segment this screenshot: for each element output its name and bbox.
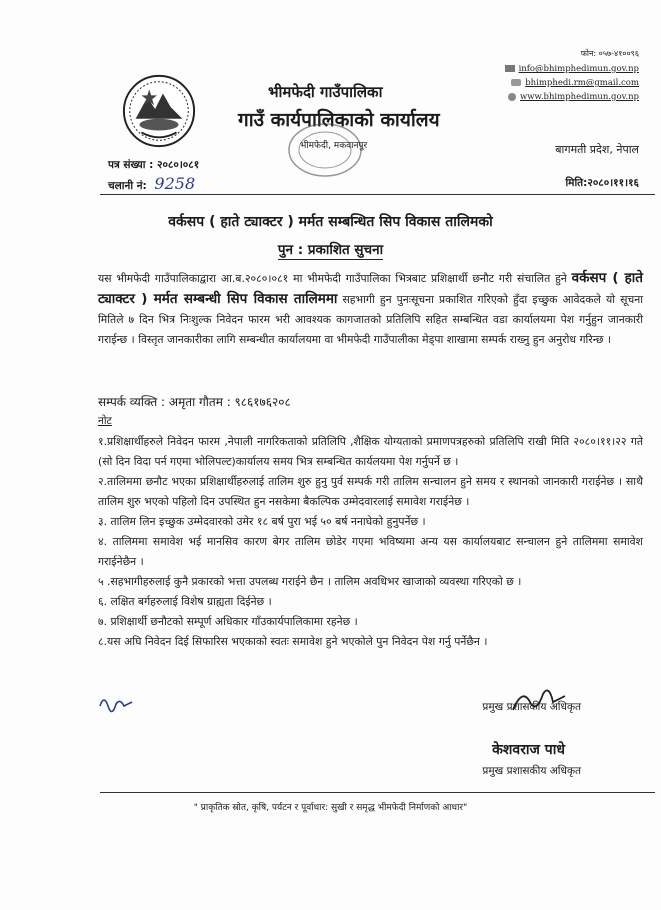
contact-gmail-row	[511, 78, 639, 88]
footer-slogan: " प्राकृतिक स्रोत, कृषि, पर्यटन र पूर्वाधार: सुखी र समृद्ध भीमफेदी निर्माणको आधार"	[193, 803, 468, 813]
note-item: १.प्रशिक्षार्थीहरुले निवेदन फारम ,नेपाली नागरिकताको प्रतिलिपि ,शैक्षिक योग्यताको प्रमाणपत्रहरुको प्रतिलिपि राखी मिति २०८०।११।२२ गते (सो दिन विदा पर्न गएमा भोलिपल्ट)कार्यालय समय भित्र सम्बन्धित कार्यलयमा पेश गर्नुपर्ने छ ।	[98, 435, 643, 468]
intro-emphasis: वर्कसप ( हाते ट्याक्टर ) मर्मत सम्बन्धी सिप विकास तालिममा	[98, 270, 644, 307]
note-item: ५ .सहभागीहरुलाई कुनै प्रकारको भत्ता उपलब्ध गराईने छैन । तालिम अवधिभर खाजाको व्यवस्था गरिएको छ ।	[98, 575, 522, 588]
province: बागमती प्रदेश, नेपाल	[555, 143, 639, 156]
intro-part2: सहभागी हुन पुनःसूचना प्रकाशित गरिएको हुँदा इच्छुक आवेदकले यो सूचना मितिले ७ दिन भित्र निःशुल्क निवेदन फारम भरी आवश्यक कागजातको प्रतिलिपि सहित सम्बन्धित वडा कार्यालयमा पेश गर्नुहुन जानकारी गराईन्छ । विस्तृत जानकारीका लागि सम्बन्धीत कार्यालयमा वा भीमफेदी गाउँपालीका मेड्पा शाखामा सम्पर्क राख्नु हुन अनुरोध गरिन्छ ।	[98, 293, 644, 346]
note-label: नोट	[98, 415, 112, 427]
note-item: ७. प्रशिक्षार्थी छनौटको सम्पूर्ण अधिकार गाँउकार्यपालिकामा रहनेछ ।	[98, 615, 358, 628]
date-label: मिति:	[565, 177, 588, 189]
note-item: ४. तालिममा समावेश भई मानसिव कारण बेगर तालिम छोडेर गएमा भविष्यमा अन्य यस कार्यालयबाट सन्चालन हुने तालिममा समावेश गराईनेछैन ।	[98, 535, 643, 568]
contact-email-row	[505, 64, 639, 74]
footer-divider	[100, 792, 655, 793]
signatory-name: केशवराज पाधे	[492, 742, 565, 758]
notice-heading: वर्कसप ( हाते ट्याक्टर ) मर्मत सम्बन्धित सिप विकास तालिमको	[168, 214, 493, 230]
dispatch-number	[108, 174, 195, 193]
notes-list	[98, 432, 643, 652]
note-item: ६. लक्षित बर्गहरुलाई विशेष ग्राह्यता दिईनेछ ।	[98, 595, 272, 608]
globe-icon	[508, 93, 516, 101]
note-item: ३. तालिम लिन इच्छुक उम्मेदवारको उमेर १८ बर्ष पुरा भई ५० बर्ष ननाघेको हुनुपर्नेछ ।	[98, 515, 426, 528]
office-name: भीमफेदी गाउँपालिका	[268, 83, 383, 101]
contact-gmail[interactable]: bhimphedi.rm@gmail.com	[525, 78, 639, 88]
office-address: भीमफेदी, मकवानपुर	[300, 141, 368, 151]
notice-subheading-text: पुन : प्रकाशित सुचना	[277, 242, 384, 258]
header-divider	[100, 194, 655, 195]
intro-paragraph	[98, 268, 643, 350]
contact-email[interactable]: info@bhimphedimun.gov.np	[518, 64, 639, 74]
note-item: २.तालिममा छनौट भएका प्रशिक्षार्थीहरुलाई तालिम शुरु हुनु पुर्व सम्पर्क गरी तालिम सन्चालन हुने समय र स्थानको जानकारी गराईनेछ । साथै तालिम शुरु भएको पहिलो दिन उपस्थित हुन नसकेमा बैकल्पिक उम्मेदवारलाई समावेश गराईनेछ ।	[98, 475, 643, 508]
email-icon	[505, 65, 515, 72]
notice-subheading	[0, 240, 661, 258]
dispatch-value: 9258	[154, 174, 196, 193]
contact-website[interactable]: www.bhimphedimun.gov.np	[520, 92, 639, 102]
signatory-stamp: प्रमुख प्रशासकीय अधिकृत	[482, 701, 581, 713]
date-value: २०८०।११।१६	[587, 177, 639, 189]
signatory-designation: प्रमुख प्रशासकीय अधिकृत	[482, 765, 581, 777]
intro-part1: यस भीमफेदी गाउँपालिकाद्वारा आ.ब.२०८०।०८१ मा भीमफेदी गाउँपालिका भित्रबाट प्रशिक्षार्थी छनौट गरी संचालित हुने	[98, 272, 567, 285]
initial-signature-icon	[98, 692, 136, 716]
ref-value: २०८०।०८१	[156, 159, 200, 171]
contact-person: सम्पर्क व्यक्ति : अमृता गौतम : ९८६१७६२०८	[98, 395, 291, 409]
mail-icon	[511, 79, 521, 86]
contact-web-row	[508, 92, 639, 102]
office-title: गाउँ कार्यपालिकाको कार्यालय	[238, 109, 440, 131]
phone-number: फोन: ०५७-४१००९६	[580, 49, 639, 58]
contact-block	[0, 0, 661, 120]
reference-number	[108, 158, 199, 172]
dispatch-label: चलानी नं:	[108, 180, 147, 192]
letter-date	[565, 176, 639, 190]
note-item: ८.यस अघि निवेदन दिई सिफारिस भएकाको स्वतः समावेश हुने भएकोले पुन निवेदन पेश गर्नु पर्नेछैन ।	[98, 635, 488, 648]
ref-label: पत्र संख्या :	[108, 159, 154, 171]
